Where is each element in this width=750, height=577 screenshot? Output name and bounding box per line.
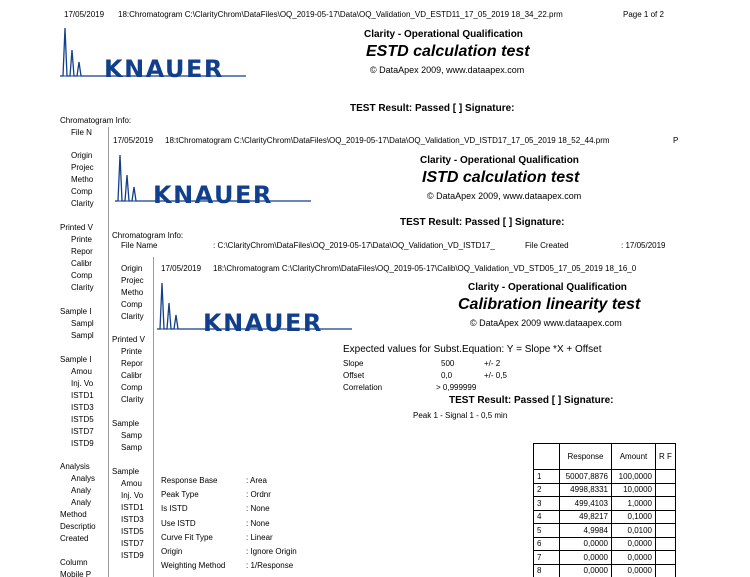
knauer-logo: KNAUER (203, 309, 323, 337)
print-date: 17/05/2019 (161, 264, 202, 273)
table-row (534, 510, 676, 524)
sidebar-label: Sample (112, 467, 140, 476)
sidebar-label: Clarity (71, 199, 94, 208)
sidebar-label: Sampl (71, 319, 94, 328)
sidebar-label: Metho (71, 175, 94, 184)
sidebar-label: Samp (121, 431, 142, 440)
sidebar-label: Analy (71, 486, 92, 495)
copyright: © DataApex 2009, www.dataapex.com (370, 65, 525, 75)
sidebar-label: Metho (121, 288, 144, 297)
sidebar-label: Projec (71, 163, 94, 172)
expected-label: Offset (343, 371, 365, 380)
sidebar-label: ISTD3 (71, 403, 94, 412)
table-cell: 4 (534, 510, 560, 524)
test-result-line: TEST Result: Passed [ ] Signature: (449, 395, 614, 406)
chromatogram-info-label: Chromatogram Info: (112, 231, 184, 240)
setting-value: : Ordnr (246, 490, 271, 500)
sidebar-label: Printe (71, 235, 92, 244)
sidebar-label: Analys (71, 474, 96, 483)
file-created-value: : 17/05/2019 (621, 241, 666, 250)
expected-value: > 0,999999 (436, 383, 477, 392)
sidebar-label: ISTD5 (71, 415, 94, 424)
sidebar-label: Origin (71, 151, 93, 160)
sidebar-label: Amou (121, 479, 142, 488)
sidebar-label: Column (60, 558, 88, 567)
file-name-label: File Name (121, 241, 158, 250)
table-cell (656, 497, 676, 511)
expected-label: Correlation (343, 383, 383, 392)
print-date: 17/05/2019 (64, 10, 105, 19)
sidebar-label: Sample I (60, 355, 92, 364)
table-header-row (534, 444, 676, 470)
setting-value: : Ignore Origin (246, 547, 297, 556)
table-cell: 0,0000 (612, 537, 656, 551)
sidebar-label: Comp (71, 271, 93, 280)
knauer-logo: KNAUER (104, 55, 224, 83)
sidebar-label: Clarity (121, 395, 144, 404)
sidebar-label: Printe (121, 347, 142, 356)
table-header-cell: Amount (612, 444, 656, 470)
table-cell (656, 470, 676, 484)
table-cell (656, 524, 676, 538)
sidebar-label: Analy (71, 498, 92, 507)
sidebar-label: ISTD7 (71, 427, 94, 436)
chromatogram-path: 18:Chromatogram C:\ClarityChrom\DataFiles\OQ_2019-05-17\Data\OQ_Validation_VD_ESTD11_17_05_2019 18_34_22.prm (118, 10, 563, 19)
sidebar-label: Method (60, 510, 87, 519)
table-row (534, 564, 676, 577)
report-page-calibration (153, 257, 750, 577)
table-cell: 0,0000 (560, 551, 612, 565)
table-header-cell: Response (560, 444, 612, 470)
table-cell (656, 537, 676, 551)
table-cell (656, 564, 676, 577)
table-cell: 100,0000 (612, 470, 656, 484)
print-date: 17/05/2019 (113, 136, 154, 145)
file-name-value: : C:\ClarityChrom\DataFiles\OQ_2019-05-17\Data\OQ_Validation_VD_ISTD17_ (213, 241, 495, 250)
chromatogram-info-label: Chromatogram Info: (60, 116, 132, 125)
qualification-heading: Clarity - Operational Qualification (420, 155, 579, 166)
qualification-heading: Clarity - Operational Qualification (364, 29, 523, 40)
expected-value: 0,0 (441, 371, 453, 380)
expected-tolerance: +/- 0,5 (484, 371, 507, 380)
sidebar-label: Repor (121, 359, 143, 368)
sidebar-label: ISTD9 (121, 551, 144, 560)
expected-label: Slope (343, 359, 364, 368)
setting-label: Curve Fit Type (161, 532, 213, 542)
table-row (534, 537, 676, 551)
chromatogram-path: 18:\Chromatogram C:\ClarityChrom\DataFiles\OQ_2019-05-17\Calib\OQ_Validation_VD_STD05_17_05_2019 18_16_0 (213, 264, 637, 273)
table-cell: 0,1000 (612, 510, 656, 524)
table-cell: 6 (534, 537, 560, 551)
sidebar-label: ISTD5 (121, 527, 144, 536)
setting-value: : Linear (246, 532, 273, 542)
table-cell: 5 (534, 524, 560, 538)
sidebar-label: ISTD9 (71, 439, 94, 448)
sidebar-label: Printed V (112, 335, 145, 344)
report-title: ISTD calculation test (422, 169, 580, 186)
table-header-cell (534, 444, 560, 470)
setting-label: Origin (161, 547, 183, 556)
sidebar-label: Printed V (60, 223, 93, 232)
table-row (534, 524, 676, 538)
sidebar-label: Origin (121, 264, 143, 273)
report-title: ESTD calculation test (366, 43, 530, 60)
report-title: Calibration linearity test (458, 296, 641, 313)
setting-label: Response Base (161, 476, 218, 485)
file-created-label: File Created (525, 241, 569, 250)
copyright: © DataApex 2009 www.dataapex.com (470, 318, 622, 328)
setting-value: : 1/Response (246, 561, 294, 571)
sidebar-label: Clarity (71, 283, 94, 292)
table-cell: 8 (534, 564, 560, 577)
sidebar-label: Amou (71, 367, 92, 376)
table-cell: 2 (534, 483, 560, 497)
sidebar-label: Comp (121, 300, 143, 309)
table-cell (656, 551, 676, 565)
calibration-table (533, 443, 676, 577)
setting-label: Use ISTD (161, 518, 196, 528)
sidebar-label: Mobile P (60, 570, 92, 577)
table-cell: 49,8217 (560, 510, 612, 524)
table-cell: 0,0000 (560, 564, 612, 577)
table-cell: 1 (534, 470, 560, 484)
table-cell: 3 (534, 497, 560, 511)
sidebar-label: Comp (71, 187, 93, 196)
table-row (534, 470, 676, 484)
setting-value: : Area (246, 476, 267, 485)
setting-label: Peak Type (161, 490, 199, 500)
sidebar-label: Samp (121, 443, 142, 452)
table-row (534, 497, 676, 511)
table-row (534, 551, 676, 565)
setting-value: : None (246, 504, 270, 514)
sidebar-label: Comp (121, 383, 143, 392)
setting-value: : None (246, 518, 270, 528)
sidebar-label: Inj. Vo (121, 491, 144, 500)
setting-label: Weighting Method (161, 561, 226, 571)
table-cell: 0,0100 (612, 524, 656, 538)
table-cell: 0,0000 (612, 551, 656, 565)
test-result-line: TEST Result: Passed [ ] Signature: (400, 217, 565, 228)
knauer-logo: KNAUER (153, 181, 273, 209)
sidebar-label: Descriptio (60, 522, 96, 531)
table-header-cell: R F (656, 444, 676, 470)
table-cell: 0,0000 (560, 537, 612, 551)
table-row (534, 483, 676, 497)
table-cell: 499,4103 (560, 497, 612, 511)
setting-label: Is ISTD (161, 504, 188, 514)
sidebar-label: ISTD1 (121, 503, 144, 512)
table-cell: 50007,8876 (560, 470, 612, 484)
page-number-fragment: P (673, 136, 679, 145)
page-number: Page 1 of 2 (623, 10, 664, 19)
sidebar-label: Sample I (60, 307, 92, 316)
sidebar-label: Repor (71, 247, 93, 256)
expected-tolerance: +/- 2 (484, 359, 501, 368)
sidebar-label: Analysis (60, 462, 90, 471)
table-cell: 4998,8331 (560, 483, 612, 497)
sidebar-label: Inj. Vo (71, 379, 94, 388)
expected-values-heading: Expected values for Subst.Equation: Y = Slope *X + Offset (343, 344, 602, 355)
sidebar-label: File N (71, 128, 92, 137)
sidebar-label: Clarity (121, 312, 144, 321)
table-cell: 10,0000 (612, 483, 656, 497)
sidebar-label: Created (60, 534, 89, 543)
table-cell (656, 510, 676, 524)
table-cell: 0,0000 (612, 564, 656, 577)
peak-label: Peak 1 - Signal 1 - 0,5 min (413, 411, 508, 420)
table-cell: 1,0000 (612, 497, 656, 511)
chromatogram-path: 18:tChromatogram C:\ClarityChrom\DataFiles\OQ_2019-05-17\Data\OQ_Validation_VD_ISTD17_17_05_2019 18_52_44.prm (165, 136, 610, 145)
sidebar-label: Sampl (71, 331, 94, 340)
table-cell (656, 483, 676, 497)
table-cell: 7 (534, 551, 560, 565)
sidebar-label: Sample (112, 419, 140, 428)
sidebar-label: Calibr (121, 371, 142, 380)
test-result-line: TEST Result: Passed [ ] Signature: (350, 103, 515, 114)
sidebar-label: Projec (121, 276, 144, 285)
table-cell: 4,9984 (560, 524, 612, 538)
sidebar-label: Calibr (71, 259, 92, 268)
sidebar-label: ISTD1 (71, 391, 94, 400)
expected-value: 500 (441, 359, 455, 368)
sidebar-label: ISTD7 (121, 539, 144, 548)
qualification-heading: Clarity - Operational Qualification (468, 282, 627, 293)
sidebar-label: ISTD3 (121, 515, 144, 524)
copyright: © DataApex 2009, www.dataapex.com (427, 191, 582, 201)
